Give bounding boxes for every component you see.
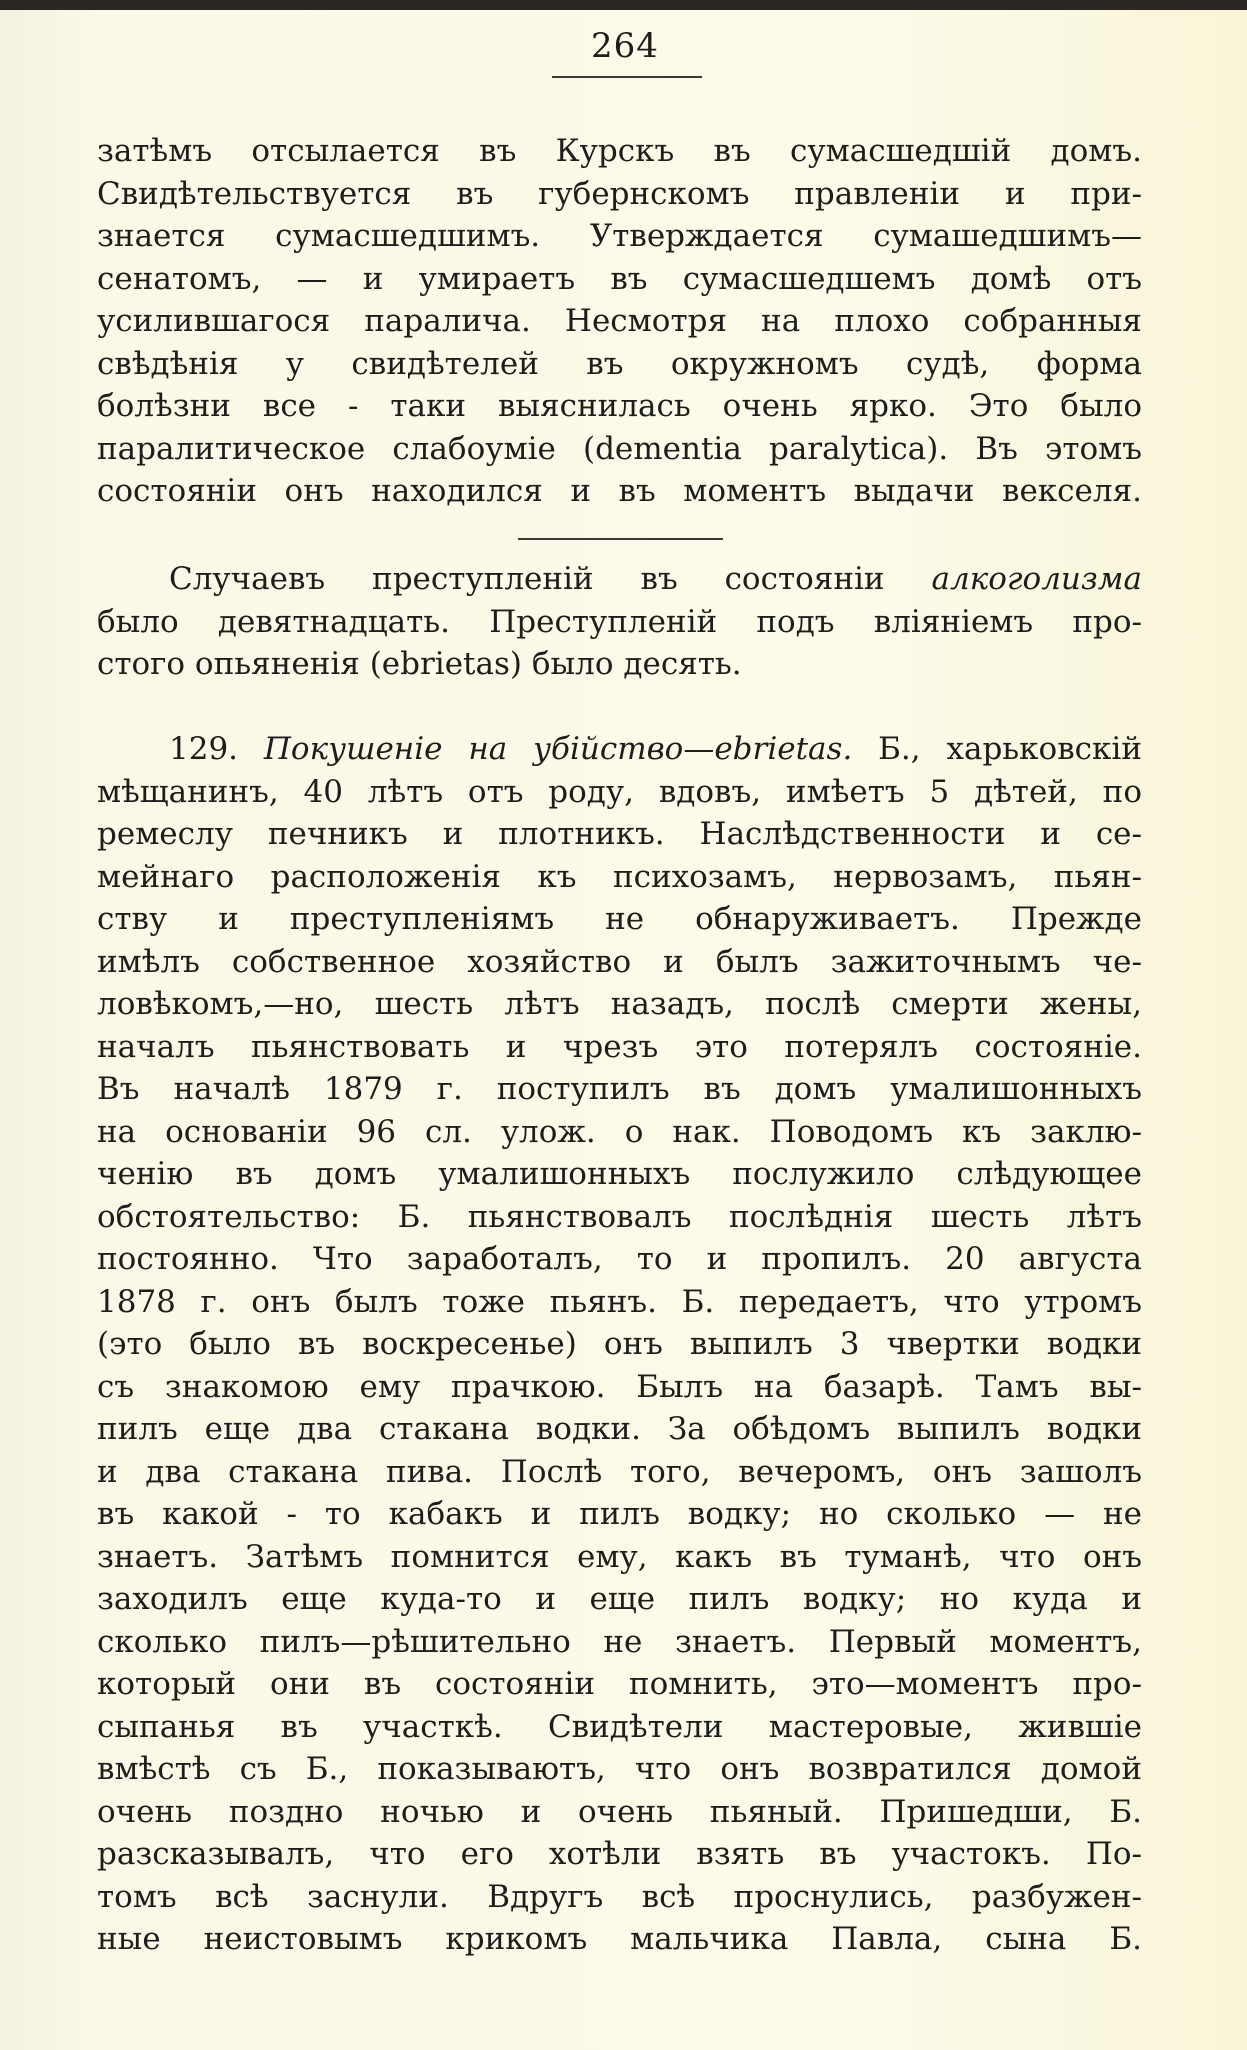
section-separator (518, 538, 723, 540)
text-line: ремеслу печникъ и плотникъ. Наслѣдственности и се- (97, 816, 1142, 852)
text-line: началъ пьянствовать и чрезъ это потерялъ состояніе. (97, 1028, 1142, 1065)
paragraph-dementia-case-end (97, 130, 1142, 513)
text-line: ные неистовымъ крикомъ мальчика Павла, сына Б. (97, 1921, 1142, 1957)
text-line: постоянно. Что заработалъ, то и пропилъ. 20 августа (97, 1241, 1142, 1277)
text-line: затѣмъ отсылается въ Курскъ въ сумасшедшій домъ. (97, 133, 1142, 169)
text-line: ловѣкомъ,—но, шесть лѣтъ назадъ, послѣ смерти жены, (97, 986, 1142, 1022)
text-line: паралитическое слабоуміе (dementia paralytica). Въ этомъ (97, 430, 1142, 467)
text-line: усилившагося паралича. Несмотря на плохо собранныя (97, 303, 1142, 339)
text-line: сколько пилъ—рѣшительно не знаетъ. Первый моментъ, (97, 1623, 1142, 1660)
text-line: свѣдѣнія у свидѣтелей въ окружномъ судѣ, форма (97, 345, 1142, 382)
text-line: ченію въ домъ умалишонныхъ послужило слѣдующее (97, 1156, 1142, 1192)
text-line: сыпанья въ участкѣ. Свидѣтели мастеровые, жившіе (97, 1708, 1142, 1745)
text-line: состояніи онъ находился и въ моментъ выдачи векселя. (97, 473, 1142, 509)
paragraph-case-129 (97, 728, 1142, 1961)
text-line: знается сумасшедшимъ. Утверждается сумашедшимъ— (97, 218, 1142, 254)
text-line: и два стакана пива. Послѣ того, вечеромъ, онъ зашолъ (97, 1453, 1142, 1490)
text-line: съ знакомою ему прачкою. Былъ на базарѣ. Тамъ вы- (97, 1368, 1142, 1405)
text-run: Б., харьковскій (878, 731, 1142, 767)
case-heading-line (97, 728, 1142, 771)
text-line: который они въ состояніи помнить, это—моментъ про- (97, 1666, 1142, 1702)
text-line: разсказывалъ, что его хотѣли взять въ участокъ. По- (97, 1836, 1142, 1872)
text-line: стого опьяненія (ebrietas) было десять. (97, 646, 742, 682)
page-top-edge (0, 0, 1247, 10)
text-line: вмѣстѣ съ Б., показываютъ, что онъ возвратился домой (97, 1751, 1142, 1787)
text-line: заходилъ еще куда-то и еще пилъ водку; но куда и (97, 1581, 1142, 1617)
text-line: на основаніи 96 сл. улож. о нак. Поводомъ къ заклю- (97, 1113, 1142, 1150)
italic-term-alcoholism: алкоголизма (931, 561, 1142, 597)
text-line: болѣзни все - таки выяснилась очень ярко. Это было (97, 388, 1142, 424)
text-line: 1878 г. онъ былъ тоже пьянъ. Б. передаетъ, что утромъ (97, 1283, 1142, 1320)
text-line: Свидѣтельствуется въ губернскомъ правленіи и при- (97, 175, 1142, 212)
page-number-underline (552, 76, 702, 78)
text-line: обстоятельство: Б. пьянствовалъ послѣднія шесть лѣтъ (97, 1198, 1142, 1235)
text-line: ству и преступленіямъ не обнаруживаетъ. Прежде (97, 901, 1142, 937)
text-line: Въ началѣ 1879 г. поступилъ въ домъ умалишонныхъ (97, 1071, 1142, 1107)
text-line: мейнаго расположенія къ психозамъ, нервозамъ, пьян- (97, 858, 1142, 895)
paragraph-alcoholism-summary (97, 558, 1142, 686)
text-line: имѣлъ собственное хозяйство и былъ зажиточнымъ че- (97, 943, 1142, 980)
text-line: знаетъ. Затѣмъ помнится ему, какъ въ туманѣ, что онъ (97, 1538, 1142, 1575)
case-number: 129. (169, 731, 239, 767)
text-line: было девятнадцать. Преступленій подъ вліяніемъ про- (97, 603, 1142, 640)
text-line: очень поздно ночью и очень пьяный. Пришедши, Б. (97, 1793, 1142, 1830)
text-line (97, 558, 1142, 601)
text-line: пилъ еще два стакана водки. За обѣдомъ выпилъ водки (97, 1411, 1142, 1447)
text-line: томъ всѣ заснули. Вдругъ всѣ проснулись, разбужен- (97, 1878, 1142, 1915)
page-number: 264 (591, 26, 659, 66)
text-line: мѣщанинъ, 40 лѣтъ отъ роду, вдовъ, имѣетъ 5 дѣтей, по (97, 773, 1142, 810)
text-line: въ какой - то кабакъ и пилъ водку; но сколько — не (97, 1496, 1142, 1532)
case-title: Покушеніе на убійство—ebrietas. (263, 731, 853, 767)
text-line: сенатомъ, — и умираетъ въ сумасшедшемъ домѣ отъ (97, 260, 1142, 297)
text-run: Случаевъ преступленій въ состояніи (169, 561, 932, 597)
text-line: (это было въ воскресенье) онъ выпилъ 3 чвертки водки (97, 1326, 1142, 1362)
